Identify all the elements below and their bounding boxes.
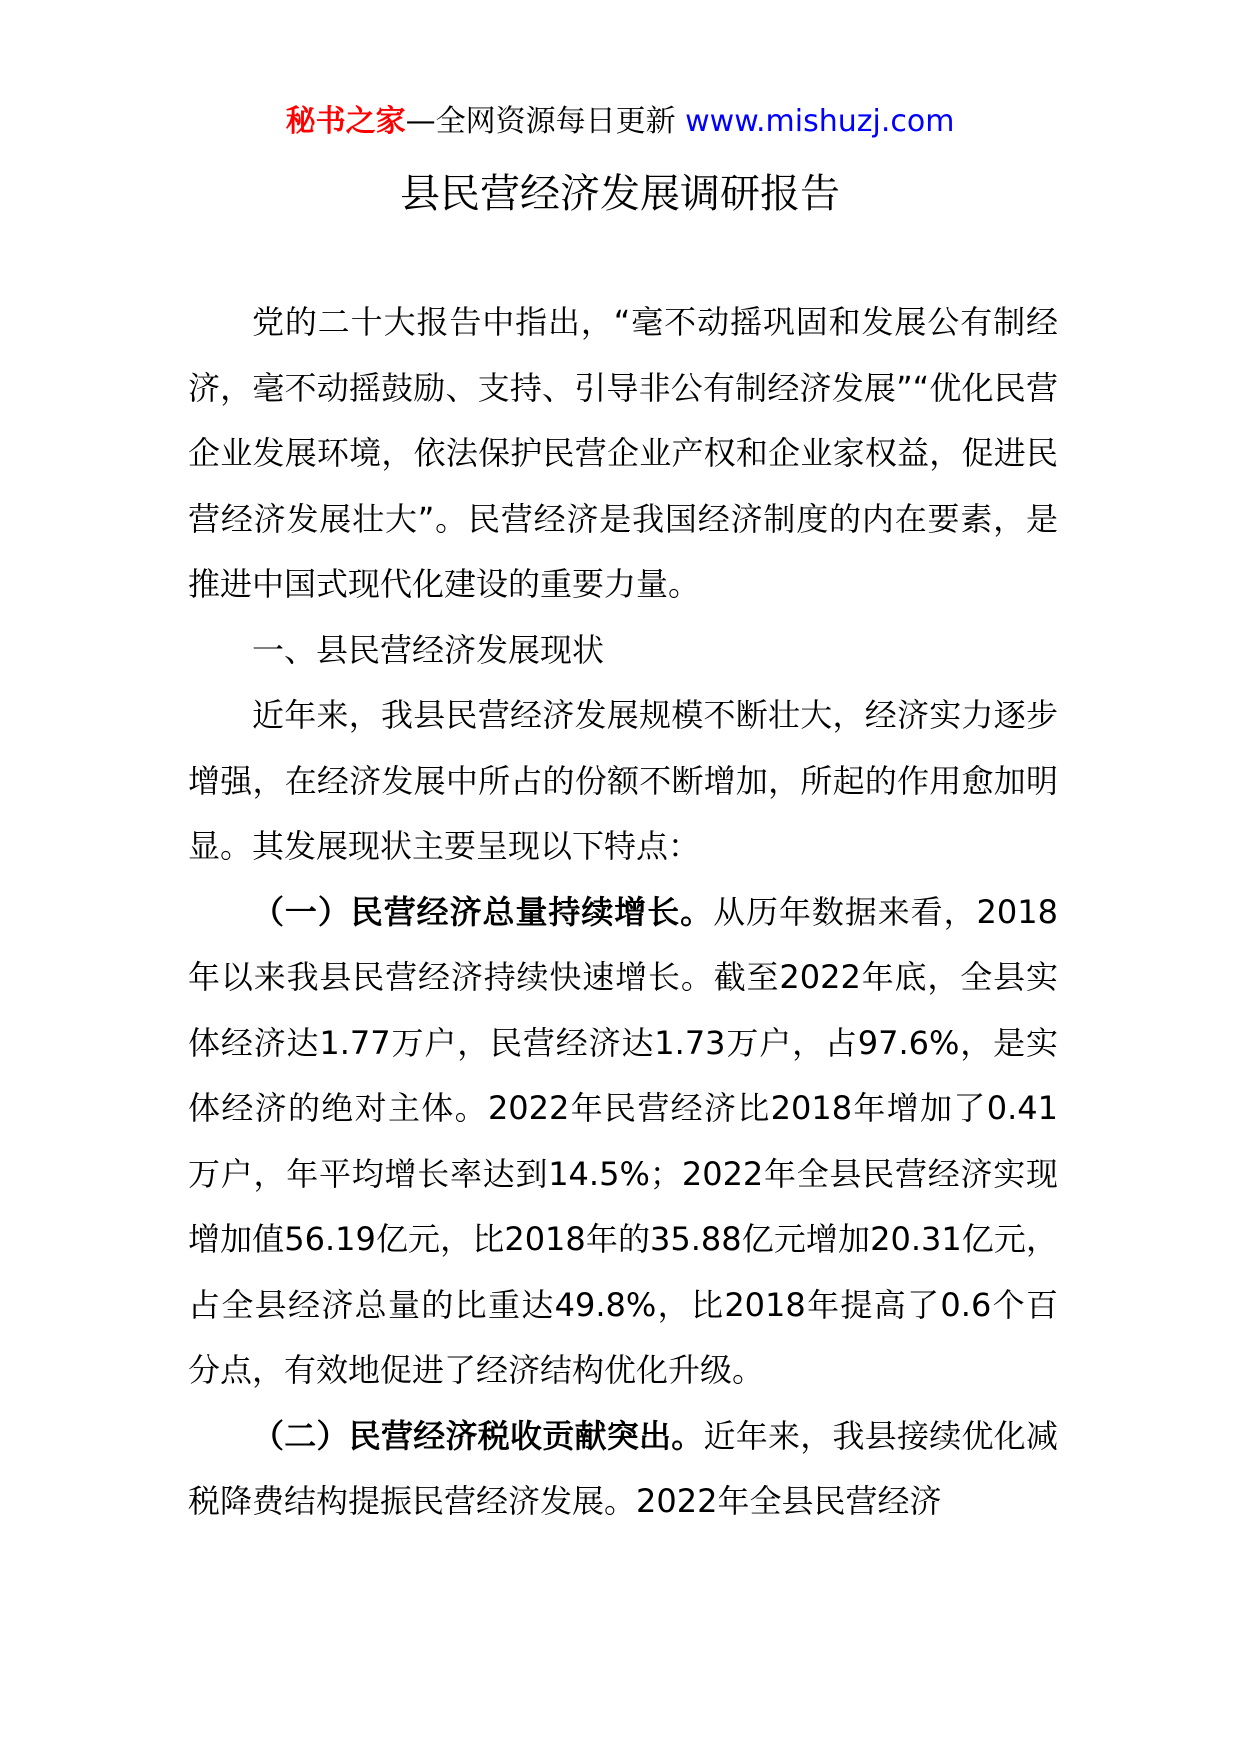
paragraph-total-growth: [188, 880, 1058, 1404]
paragraph-status: 近年来，我县民营经济发展规模不断壮大，经济实力逐步增强，在经济发展中所占的份额不断增加，所起的作用愈加明显。其发展现状主要呈现以下特点：: [188, 696, 1058, 865]
document-body: [188, 290, 1058, 1535]
subheading-tax-contribution: （二）民营经济税收贡献突出。: [252, 1416, 704, 1455]
section-heading-1: 一、县民营经济发展现状: [252, 630, 605, 669]
paragraph-tax-contribution-text: 近年来，我县接续优化减税降费结构提振民营经济发展。2022年全县民营经济: [188, 1416, 1058, 1520]
document-title: 县民营经济发展调研报告: [400, 171, 840, 217]
paragraph-tax-contribution: [188, 1404, 1058, 1535]
paragraph-intro: 党的二十大报告中指出，“毫不动摇巩固和发展公有制经济，毫不动摇鼓励、支持、引导非公有制经济发展”“优化民营企业发展环境，依法保护民营企业产权和企业家权益，促进民营经济发展壮大”。民营经济是我国经济制度的内在要素，是推进中国式现代化建设的重要力量。: [188, 303, 1058, 603]
watermark-header: [0, 100, 1240, 144]
site-url-link[interactable]: www.mishuzj.com: [685, 104, 955, 139]
brand-name: 秘书之家: [285, 104, 406, 139]
header-tagline: —全网资源每日更新: [405, 104, 686, 139]
subheading-total-growth: （一）民营经济总量持续增长。: [252, 892, 714, 931]
paragraph-total-growth-text: 从历年数据来看，2018年以来我县民营经济持续快速增长。截至2022年底，全县实体经济达1.77万户，民营经济达1.73万户，占97.6%，是实体经济的绝对主体。2022年民营经济比2018年增加了0.41万户，年平均增长率达到14.5%；2022年全县民营经济实现增加值56.19亿元，比2018年的35.88亿元增加20.31亿元，占全县经济总量的比重达49.8%，比2018年提高了0.6个百分点，有效地促进了经济结构优化升级。: [188, 892, 1058, 1389]
